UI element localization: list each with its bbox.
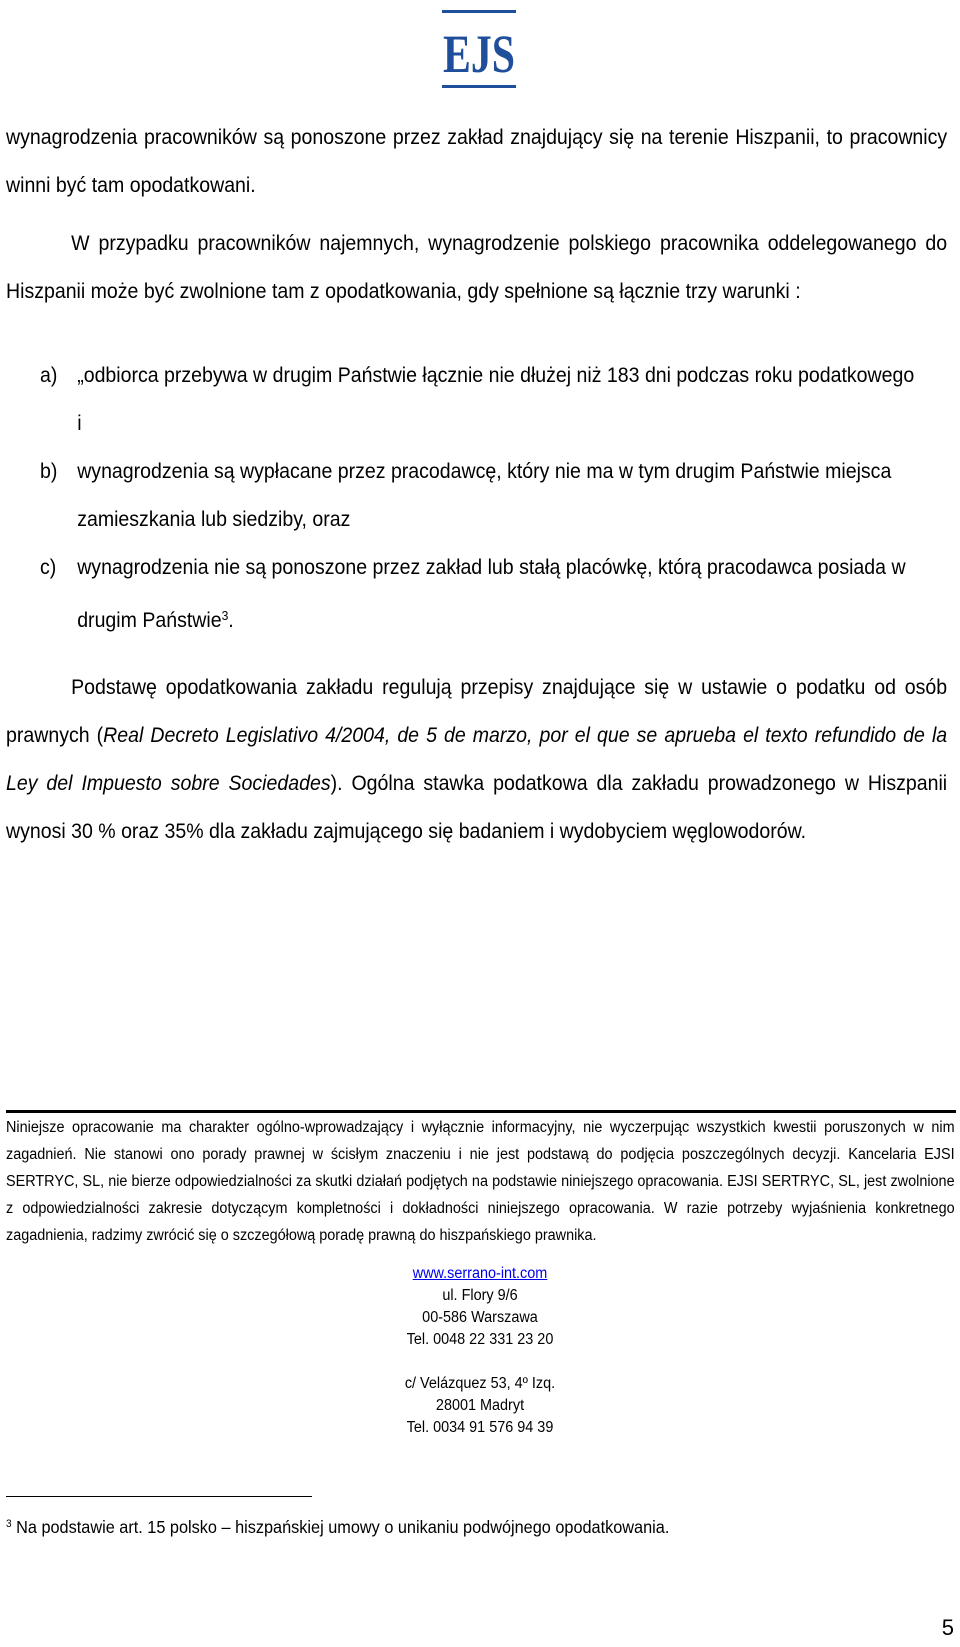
contact-block [341, 1263, 620, 1439]
list-item-tail: . [228, 609, 234, 633]
footnote-divider [6, 1496, 312, 1497]
paragraph-tax-base [6, 664, 947, 856]
warsaw-phone: Tel. 0048 22 331 23 20 [406, 1331, 554, 1348]
list-marker: c) [40, 556, 57, 579]
ejs-logo [432, 6, 526, 92]
footnote [6, 1512, 843, 1539]
paragraph-tax-base-end: ). Ogólna stawka podatkowa dla zakładu prowadzonego w Hiszpanii wynosi 30 % oraz 35% dla zakładu zajmującego się badaniem i wydobyciem węglowodorów. [6, 772, 948, 843]
footnote-ref: 3 [221, 608, 229, 623]
disclaimer-divider [6, 1110, 956, 1113]
website-link[interactable]: www.serrano-int.com [412, 1265, 548, 1282]
footnote-number: 3 [6, 1518, 12, 1530]
conditions-list [40, 352, 914, 645]
list-item-text: „odbiorca przebywa w drugim Państwie łącznie nie dłużej niż 183 dni podczas roku podatkowego i [77, 364, 915, 435]
law-title: Real Decreto Legislativo 4/2004, de 5 de marzo, por el que se aprueba el texto refundido de la Ley del Impuesto sobre Sociedades [6, 724, 948, 795]
list-item [40, 544, 914, 645]
list-item-text: wynagrodzenia nie są ponoszone przez zakład lub stałą placówkę, którą pracodawca posiada w drugim Państwie [77, 556, 906, 633]
list-marker: b) [40, 460, 58, 483]
madrid-phone: Tel. 0034 91 576 94 39 [406, 1419, 554, 1436]
madrid-street: c/ Velázquez 53, 4º Izq. [404, 1375, 556, 1392]
page-number: 5 [941, 1615, 954, 1640]
list-marker: a) [40, 364, 58, 387]
warsaw-city: 00-586 Warszawa [422, 1309, 538, 1326]
paragraph-tax-base-start: Podstawę opodatkowania zakładu regulują przepisy znajdujące się w ustawie o podatku od osób prawnych ( [6, 676, 948, 747]
paragraph-conditions-intro [6, 220, 947, 316]
madrid-city: 28001 Madryt [435, 1397, 525, 1414]
warsaw-street: ul. Flory 9/6 [442, 1287, 518, 1304]
logo-text: EJS [443, 24, 515, 84]
paragraph-continuation: wynagrodzenia pracowników są ponoszone przez zakład znajdujący się na terenie Hiszpanii, to pracownicy winni być tam opodatkowani. [6, 126, 948, 197]
list-item [40, 352, 914, 448]
list-item-text: wynagrodzenia są wypłacane przez pracodawcę, który nie ma w tym drugim Państwie miejsca zamieszkania lub siedziby, oraz [77, 460, 892, 531]
disclaimer-text: Niniejsze opracowanie ma charakter ogólno-wprowadzający i wyłącznie informacyjny, nie wyczerpując wszystkich kwestii poruszonych w nim zagadnień. Nie stanowi ono porady prawnej w ścisłym znaczeniu i nie jest podstawą do podjęcia poszczególnych decyzji. Kancelaria EJSI SERTRYC, SL, nie bierze odpowiedzialności za skutki działań podjętych na podstawie niniejszego opracowania. EJSI SERTRYC, SL, jest zwolnione z odpowiedzialności zakresie dotyczącym kompletności i dokładności niniejszego opracowania. W razie potrzeby wyjaśnienia konkretnego zagadnienia, radzimy zwrócić się o szczegółową poradę prawną do hiszpańskiego prawnika. [6, 1119, 955, 1244]
paragraph-conditions-text: W przypadku pracowników najemnych, wynagrodzenie polskiego pracownika oddelegowanego do Hiszpanii może być zwolnione tam z opodatkowania, gdy spełnione są łącznie trzy warunki : [6, 232, 948, 303]
footnote-text: Na podstawie art. 15 polsko – hiszpańskiej umowy o unikaniu podwójnego opodatkowania. [11, 1516, 670, 1537]
list-item [40, 448, 914, 544]
